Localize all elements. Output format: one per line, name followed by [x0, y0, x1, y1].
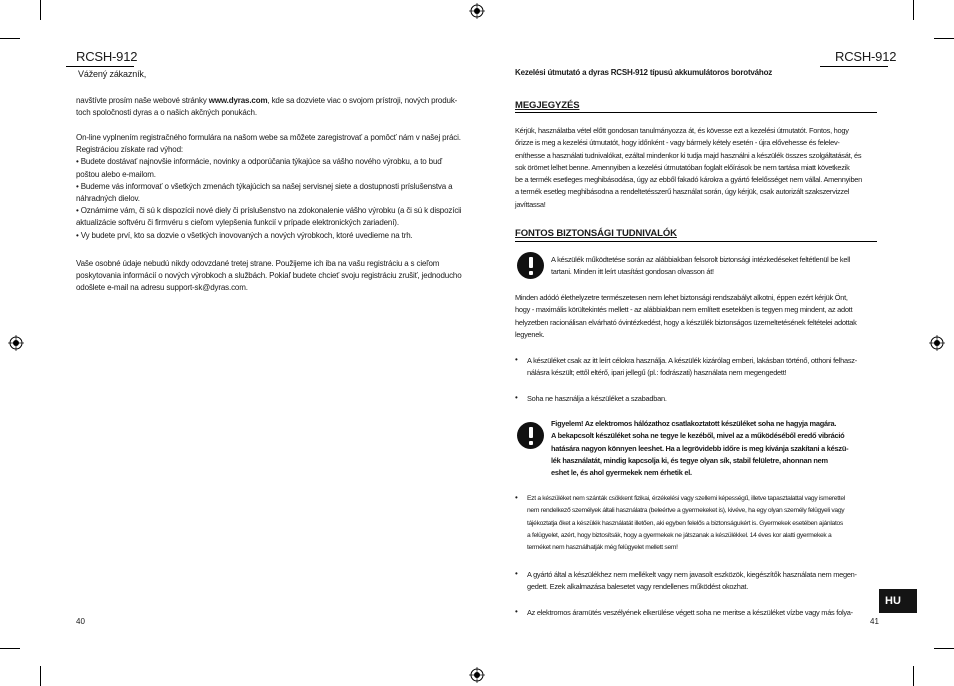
- crop-mark: [934, 38, 954, 39]
- text-line: poštou alebo e-mailom.: [76, 169, 156, 179]
- header-rule: [820, 66, 888, 67]
- bullet-item: Soha ne használja a készüléket a szabadban.: [527, 394, 667, 403]
- section-rule: [515, 241, 877, 242]
- text-line: eníthesse a használati tudnivalókat, ezáltal mindenkor ki tudja majd használni a készülék összes szolgáltatását, és: [515, 150, 862, 160]
- text-line: A bekapcsolt készüléket soha ne tegye le kezéből, mivel az a működéséből eredő vibráció: [551, 431, 845, 441]
- text-line: gedett. Ezek alkalmazása balesetet vagy rendellenes működést okozhat.: [527, 582, 749, 592]
- text-line: A készülék működtetése során az alábbiakban felsorolt biztonsági intézkedéseket feltétlenül be kell: [551, 255, 850, 264]
- left-model-header: RCSH-912: [76, 49, 138, 64]
- text-line: aktualizácie softvéru či firmvéru s cieľom vylepšenia funkcií v prípade elektronických zariadení).: [76, 218, 399, 228]
- bullet-marker: •: [515, 493, 518, 502]
- section-rule: [515, 112, 877, 113]
- registration-mark-icon: [469, 667, 485, 683]
- text-line: tájékoztatja őket a készülék használatát illetően, aki egyben felelős a biztonságukért is. Gyermekek esetében ajánlatos: [527, 519, 843, 527]
- bullet-marker: •: [515, 355, 518, 364]
- text-line: odošlete e-mail na adresu support-sk@dyras.com.: [76, 283, 248, 293]
- text-line: helyzetben racionálisan elvárható óvintézkedést, hogy a készülék biztonságos üzemeltetésének feltételei adottak: [515, 317, 857, 327]
- crop-mark: [0, 38, 20, 39]
- crop-mark: [0, 648, 20, 649]
- registration-mark-icon: [8, 335, 24, 351]
- header-rule: [66, 66, 134, 67]
- text-line: nem rendelkező személyek általi használatra (beleértve a gyermekeket is), kivéve, ha egy olyan személy felügyeli vagy: [527, 507, 845, 515]
- bullet-marker: •: [515, 393, 518, 402]
- general-paragraph: [515, 292, 857, 341]
- note-heading: MEGJEGYZÉS: [515, 100, 580, 111]
- bullet-item: [527, 355, 857, 380]
- crop-mark: [934, 648, 954, 649]
- document-title: Kezelési útmutató a dyras RCSH-912 típusú akkumulátoros borotvához: [515, 68, 773, 77]
- text-line: • Oznámime vám, či sú k dispozícii nové diely či príslušenstvo na zdokonalenie vášho výrobku (a či sú k dispozícii: [76, 206, 462, 216]
- registration-paragraph: [76, 132, 461, 242]
- text-line: a termék esetleg meghibásodna a rendeltetésszerű használat során, úgy kérjük, csak autorizált szakszervizzel: [515, 187, 850, 197]
- warning-icon: [517, 422, 544, 449]
- bullet-marker: •: [515, 569, 518, 578]
- registration-mark-icon: [929, 335, 945, 351]
- safety-heading: FONTOS BIZTONSÁGI TUDNIVALÓK: [515, 228, 677, 239]
- text-line: On-line vyplnením registračného formulára na našom webe sa môžete zaregistrovať a pomôcť nám v našej práci.: [76, 133, 461, 142]
- intro-text: navštívte prosím naše webové stránky: [76, 96, 209, 105]
- right-model-header: RCSH-912: [835, 49, 897, 64]
- text-line: hogy - maximális körültekintés mellett - az alábbiakban nem említett esetekben is tegyen meg mindent, az adott: [515, 305, 853, 315]
- intro-paragraph: [76, 95, 457, 119]
- text-line: a felügyelet, azért, hogy biztosítsák, hogy a gyermekek ne játszanak a készülékkel. 14 éves kor alatti gyermekek a: [527, 531, 832, 539]
- text-line: • Vy budete prví, kto sa dozvie o všetkých inovovaných a nových výrobkoch, ktoré uvedieme na trh.: [76, 230, 413, 240]
- warning-text-2: [551, 418, 848, 479]
- text-line: Figyelem! Az elektromos hálózathoz csatlakoztatott készüléket soha ne hagyja magára.: [551, 419, 837, 428]
- text-line: hatására nagyon könnyen leeshet. Ha a legrövidebb időre is meg kívánja szakítani a készü-: [551, 443, 849, 453]
- text-line: Ezt a készüléket nem szánták csökkent fizikai, érzékelési vagy szellemi képességű, illetve tapasztalattal vagy ismerettel: [527, 495, 845, 502]
- text-line: A gyártó által a készülékhez nem mellékelt vagy nem javasolt eszközök, kiegészítők használata nem megen-: [527, 570, 857, 579]
- text-line: javíttassa!: [515, 199, 546, 209]
- bullet-item: [527, 569, 857, 594]
- text-line: poskytovania informácií o nových výrobkoch a službách. Pokiaľ budete chcieť svoju registráciu zrušiť, jednoducho: [76, 271, 462, 281]
- greeting: Vážený zákazník,: [78, 69, 147, 79]
- bullet-marker: •: [515, 607, 518, 616]
- text-line: Kérjük, használatba vétel előtt gondosan tanulmányozza át, és kövesse ezt a kezelési útmutatót. Fontos, hogy: [515, 126, 849, 135]
- text-line: legyenek.: [515, 329, 545, 339]
- text-line: eshet le, és ahol gyermekek nem érhetik el.: [551, 468, 692, 478]
- text-line: őrizze is meg a kezelési útmutatót, hogy időnként - vagy bármely kétely esetén - újra elővehesse és felelev-: [515, 138, 840, 148]
- note-paragraph: [515, 125, 862, 211]
- text-line: náhradných dielov.: [76, 194, 140, 204]
- crop-mark: [913, 666, 914, 686]
- language-tab: HU: [879, 589, 917, 613]
- warning-icon: [517, 252, 544, 279]
- registration-mark-icon: [469, 3, 485, 19]
- text-line: lék használatát, mindig kapcsolja ki, és tegye olyan sík, stabil felületre, ahonnan nem: [551, 455, 828, 465]
- privacy-paragraph: [76, 258, 462, 295]
- page-number: 41: [870, 617, 879, 626]
- text-line: tartani. Minden itt leírt utasítást gondosan olvasson át!: [551, 267, 714, 277]
- intro-text: , kde sa dozviete viac o svojom prístroji, nových produk-: [267, 96, 458, 105]
- page-number: 40: [76, 617, 85, 626]
- text-line: terméket nem használhatják még felügyelet mellett sem!: [527, 544, 678, 552]
- warning-text-1: [551, 254, 850, 279]
- text-line: A készüléket csak az itt leírt célokra használja. A készülék kizárólag emberi, lakásban történő, otthoni felhasz-: [527, 356, 857, 365]
- text-line: be a termék esetleges meghibásodása, úgy az ebből fakadó károkra a gyártó felelősséget nem vállal. Amennyiben: [515, 175, 863, 185]
- text-line: Minden adódó élethelyzetre természetesen nem lehet biztonsági rendszabályt alkotni, éppen ezért kérjük Önt,: [515, 293, 848, 302]
- crop-mark: [40, 666, 41, 686]
- text-line: • Budeme vás informovať o všetkých zmenách týkajúcich sa našej servisnej siete a dostupnosti príslušenstva a: [76, 181, 453, 191]
- intro-text: toch spoločnosti dyras a o našich akčných ponukách.: [76, 108, 257, 118]
- website-link[interactable]: www.dyras.com: [208, 96, 268, 105]
- text-line: • Budete dostávať najnovšie informácie, novinky a odporúčania týkajúce sa vášho nového výrobku, a to buď: [76, 157, 443, 167]
- bullet-item: Az elektromos áramütés veszélyének elkerülése végett soha ne meritse a készüléket vízbe vagy más folya-: [527, 608, 853, 617]
- text-line: nálásra készült; ettől eltérő, ipari jellegű (pl.: fodrászati) használata nem megengedett!: [527, 368, 787, 378]
- text-line: Vaše osobné údaje nebudú nikdy odovzdané tretej strane. Použijeme ich iba na vašu registráciu a s cieľom: [76, 259, 440, 268]
- text-line: Registráciou získate rad výhod:: [76, 145, 183, 155]
- bullet-item: [527, 493, 845, 554]
- crop-mark: [913, 0, 914, 20]
- text-line: sok örömet lelhet benne. Amennyiben a kezelési útmutatóban foglalt előírások be nem tartása miatt következik: [515, 162, 850, 172]
- crop-mark: [40, 0, 41, 20]
